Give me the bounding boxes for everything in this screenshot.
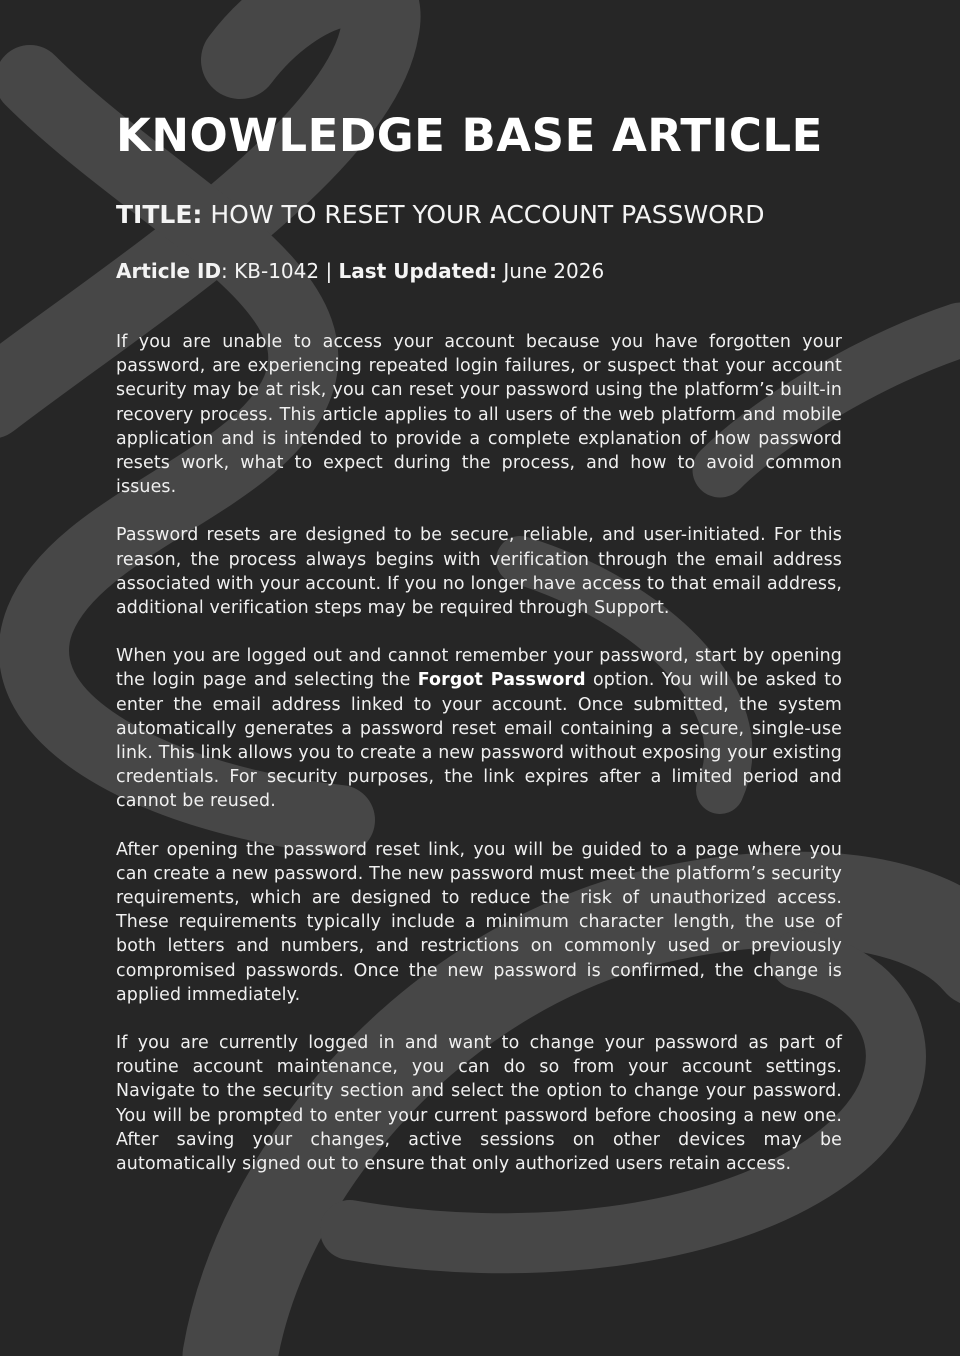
title-label: TITLE: bbox=[116, 200, 203, 229]
meta-separator: | bbox=[319, 259, 339, 283]
last-updated-label: Last Updated: bbox=[338, 259, 498, 283]
last-updated-value: June 2026 bbox=[497, 259, 605, 283]
article-id-value: : KB-1042 bbox=[221, 259, 320, 283]
paragraph-forgot-password bbox=[116, 644, 842, 813]
paragraph-new-password: After opening the password reset link, you will be guided to a page where you can create a new password. The new password must meet the platform’s security requirements, which are designed to reduce the risk of unauthorized access. These requirements typically include a minimum character length, the use of both letters and numbers, and restrictions on commonly used or previously compromised passwords. Once the new password is confirmed, the change is applied immediately. bbox=[116, 839, 842, 1005]
page-title: KNOWLEDGE BASE ARTICLE bbox=[116, 109, 823, 162]
title-value: HOW TO RESET YOUR ACCOUNT PASSWORD bbox=[210, 200, 765, 229]
article-title bbox=[116, 200, 842, 230]
paragraph-text: When you are logged out and cannot remember your password, start by opening the login page and selecting the bbox=[116, 646, 842, 691]
article-id-label: Article ID bbox=[116, 259, 222, 283]
article-body bbox=[116, 330, 842, 1176]
paragraph-text: option. You will be asked to enter the email address linked to your account. Once submitted, the system automatically generates a password reset email containing a secure, single-use link. This link allows you to create a new password without exposing your existing credentials. For security purposes, the link expires after a limited period and cannot be reused. bbox=[116, 670, 843, 812]
paragraph-intro: If you are unable to access your account because you have forgotten your password, are experiencing repeated login failures, or suspect that your account security may be at risk, you can reset your password using the platform’s built-in recovery process. This article applies to all users of the web platform and mobile application and is intended to provide a complete explanation of how password resets work, what to expect during the process, and how to avoid common issues. bbox=[116, 332, 842, 498]
article-meta bbox=[116, 258, 842, 284]
paragraph-change-password: If you are currently logged in and want to change your password as part of routine account maintenance, you can do so from your account settings. Navigate to the security section and select the option to change your password. You will be prompted to enter your current password before choosing a new one. After saving your changes, active sessions on other devices may be automatically signed out to ensure that only authorized users retain access. bbox=[116, 1033, 842, 1175]
paragraph-security: Password resets are designed to be secure, reliable, and user-initiated. For this reason, the process always begins with verification through the email address associated with your account. If you no longer have access to that email address, additional verification steps may be required through Support. bbox=[116, 525, 842, 619]
forgot-password-emphasis: Forgot Password bbox=[417, 670, 586, 691]
article-page bbox=[116, 110, 842, 1200]
